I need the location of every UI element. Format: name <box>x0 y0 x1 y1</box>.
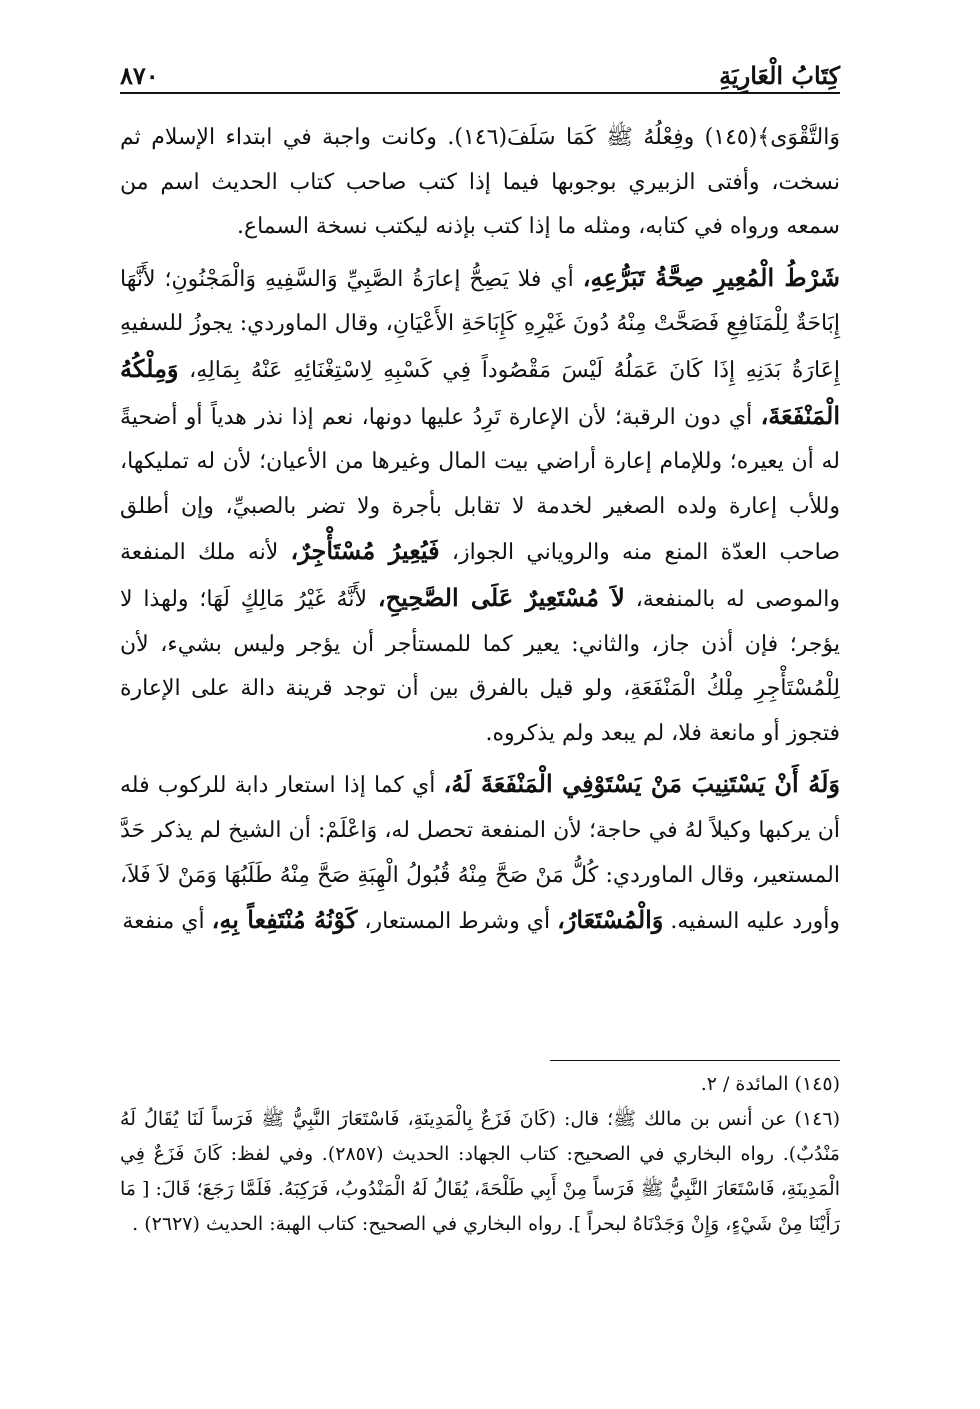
book-title: كِتَابُ الْعَارِيَةِ <box>719 61 840 90</box>
paragraph-3 <box>120 762 840 944</box>
matn-text: فَيُعِيرُ مُسْتَأْجِرٌ، <box>290 536 440 566</box>
matn-text: وَالْمُسْتَعَارُ، <box>557 905 664 935</box>
page-header <box>120 48 840 94</box>
paragraph-1 <box>120 116 840 250</box>
footnote-number: (١٤٦) <box>794 1108 840 1130</box>
sharh-text: لأنه ملك المنفعة والموصى له بالمنفعة، <box>120 540 840 612</box>
main-text <box>120 116 840 945</box>
matn-text: وَلَهُ أَنْ يَسْتَنِيبَ مَنْ يَسْتَوْفِي الْمَنْفَعَةَ لَهُ، <box>443 769 840 799</box>
text-segment: وَالتَّقْوَى﴾ <box>757 125 840 150</box>
sharh-text: أي فلا يَصِحُّ إعارَةُ الصَّبِيِّ وَالسَّفِيهِ وَالْمَجْنُونِ؛ لأَنَّهَا إِبَاحَةٌ لِلْمَنَافِعِ فَصَحَّتْ مِنْهُ دُونَ غَيْرِهِ كَإِبَاحَةِ الأَعْيَانِ، وقال الماوردي: يجوزُ للسفيهِ إِعَارَةُ بَدَنِهِ إِذَا كَانَ عَمَلُهُ لَيْسَ مَقْصُوداً فِي كَسْبِهِ لِاسْتِغْنَائِهِ عَنْهُ بِمَالِهِ، <box>120 266 840 383</box>
page-number: ٨٧٠ <box>120 61 159 90</box>
footnote-divider <box>550 1060 840 1061</box>
paragraph-2 <box>120 256 840 757</box>
sharh-text: أي منفعة <box>122 909 212 935</box>
sharh-text: أي كما إذا استعار دابة للركوب فله أن يركبها وكيلاً لهُ في حاجة؛ لأن المنفعة تحصل له، وَاعْلَمْ: أن الشيخ لم يذكر حَدَّ المستعير، وقال الماوردي: كُلُّ مَنْ صَحَّ مِنْهُ قُبُولُ الْهِبَةِ صَحَّ مِنْهُ طَلَبُهَا وَمَنْ لاَ فَلاَ، وأورد عليه السفيه. <box>120 773 840 935</box>
footnote-text: عن أنس بن مالك ﷺ؛ قال: (كَانَ فَزَعٌ بِالْمَدِينَةِ، فَاسْتَعَارَ النَّبِيُّ ﷺ فَرَساً لَنَا يُقَالُ لَهُ مَنْدُبٌ). رواه البخاري في الصحيح: كتاب الجهاد: الحديث (٢٨٥٧). وفي لفظ: كَانَ فَزَعٌ فِي الْمَدِينَةِ، فَاسْتَعَارَ النَّبِيُّ ﷺ فَرَساً مِنْ أَبِي طَلْحَةَ، يُقَالُ لَهُ الْمَنْدُوبُ، فَرَكِبَهُ. فَلَمَّا رَجَعَ؛ قَالَ: [ مَا رَأَيْنَا مِنْ شَيْءٍ، وَإِنْ وَجَدْنَاهُ لبحراً ]. رواه البخاري في الصحيح: كتاب الهبة: الحديث (٢٦٢٧) . <box>120 1108 840 1235</box>
footnote-number: (١٤٥) <box>794 1073 840 1095</box>
footnote-ref: (١٤٦) <box>454 125 508 150</box>
matn-text: كَوْنُهُ مُنْتَفِعاً بِهِ، <box>211 905 358 935</box>
sharh-text: أي دون الرقبة؛ لأن الإعارة تَرِدُ عليها دونها، نعم إذا نذر هدياً أو أضحيةً له أن يعيره؛ وللإمام إعارة أراضي بيت المال وغيرها من الأعيان؛ لأن له تمليكها، وللأب إعارة ولده الصغير لخدمة لا تقابل بأجرة ولا تضر بالصبيِّ، وإن أطلق صاحب العدّة المنع منه والروياني الجواز، <box>120 404 841 566</box>
sharh-text: لأَنَّهُ غَيْرُ مَالِكٍ لَهَا؛ ولهذا لا يؤجر؛ فإن أذن جاز، والثاني: يعير كما للمستأجر أن يؤجر وليس بشيء، لأن لِلْمُسْتَأْجِرِ مِلْكُ الْمَنْفَعَةِ، ولو قيل بالفرق بين أن توجد قرينة دالة على الإعارة فتجوز أو مانعة فلا، لم يبعد ولم يذكروه. <box>120 586 840 746</box>
footnote-text: المائدة / ٢. <box>700 1073 795 1095</box>
footnote-145 <box>120 1067 840 1102</box>
footnote-146 <box>120 1102 840 1242</box>
page-content <box>120 48 840 945</box>
footnotes <box>120 1060 840 1242</box>
matn-text: شَرْطُ الْمُعِيرِ صِحَّةُ تَبَرُّعِهِ، <box>582 262 840 292</box>
text-segment: وفِعْلُهُ ﷺ كَمَا سَلَفَ <box>507 125 695 150</box>
matn-text: لاَ مُسْتَعِيرٌ عَلَى الصَّحِيحِ، <box>377 582 625 612</box>
text-segment: . وكانت واجبة في ابتداء الإسلام ثم نسخت، وأفتى الزبيري بوجوبها فيما إذا كتب صاحب كتاب الحديث اسم من سمعه ورواه في كتابه، ومثله ما إذا كتب بإذنه ليكتب نسخة السماع. <box>120 125 840 240</box>
matn-text: وَمِلْكُهُ الْمَنْفَعَةَ، <box>120 353 840 430</box>
sharh-text: أي وشرط المستعار، <box>357 909 558 935</box>
footnote-ref: (١٤٥) <box>694 125 758 150</box>
